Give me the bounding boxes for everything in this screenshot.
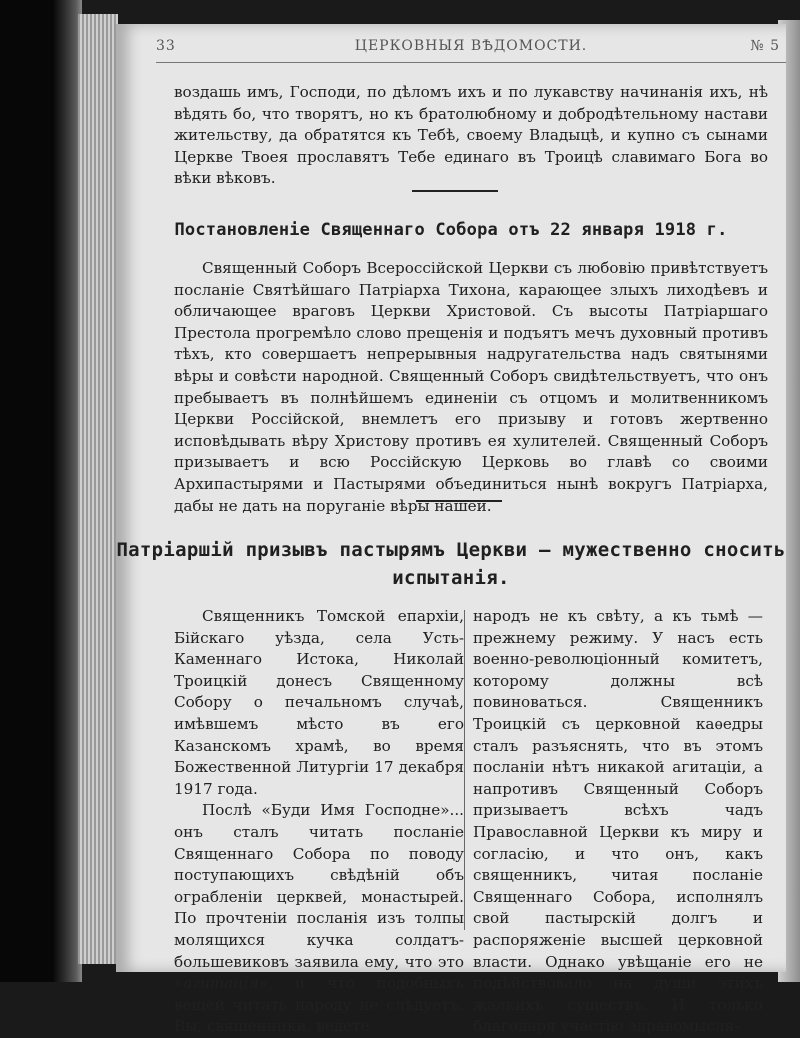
book-page xyxy=(116,24,786,1036)
article-paragraph-2 xyxy=(174,800,464,1038)
intro-paragraph xyxy=(174,82,768,190)
emphasis-agitation: «агитація» xyxy=(174,974,269,993)
paragraph-2-part-b: , и что подобныхъ вещей читать народу не слѣдуетъ. Вы, священники, ведете xyxy=(174,974,464,1036)
article-right-column xyxy=(473,606,763,1038)
article-heading xyxy=(116,536,786,592)
page-number: 33 xyxy=(156,38,176,54)
issue-number: № 5 xyxy=(750,38,780,54)
article-paragraph-continued: народъ не къ свѣту, а къ тьмѣ — прежнему режиму. У насъ есть военно-революціонный комитетъ, которому должны всѣ повиноваться. Священникъ Троицкій съ церковной каѳедры сталъ разъяснять, что въ этомъ посланіи нѣтъ никакой агитаціи, а напротивъ Священный Соборъ призываетъ всѣхъ чадъ Православной Церкви къ миру и согласію, и что онъ, какъ священникъ, читая посланіе Священнаго Собора, исполнялъ свой пастырскій долгъ и распоряженіе высшей церковной власти. Однако увѣщаніе его не подѣйствовало на души этихъ жалкихъ существъ. И только благодаря участію здравомысля- xyxy=(473,607,763,1036)
header-rule xyxy=(156,62,786,63)
article-heading-line-1: Патріаршій призывъ пастырямъ Церкви — мужественно сносить xyxy=(116,539,786,561)
running-head xyxy=(156,38,786,60)
article-heading-line-2: испытанія. xyxy=(392,567,510,589)
page-edges-stack xyxy=(78,14,118,964)
journal-title: ЦЕРКОВНЫЯ ВѢДОМОСТИ. xyxy=(354,38,588,54)
decree-body xyxy=(174,258,768,517)
section-divider xyxy=(416,500,502,502)
decree-text: Священный Соборъ Всероссійской Церкви съ любовію привѣтствуетъ посланіе Святѣйшаго Патріарха Тихона, карающее злыхъ лиходѣевъ и обличающее враговъ Церкви Христовой. Съ высоты Патріаршаго Престола прогремѣло слово прещенія и подъятъ мечъ духовный противъ тѣхъ, кто совершаетъ непрерывныя надругательства надъ святынями вѣры и совѣсти народной. Священный Соборъ свидѣтельствуетъ, что онъ пребываетъ въ полнѣйшемъ единеніи съ отцомъ и молитвенникомъ Церкви Россійской, внемлетъ его призыву и готовъ жертвенно исповѣдывать вѣру Христову противъ ея хулителей. Священный Соборъ призываетъ и всю Россійскую Церковь во главѣ со своими Архипастырями и Пастырями объединиться нынѣ вокругъ Патріарха, дабы не дать на поруганіе вѣры нашей. xyxy=(174,259,768,515)
article-paragraph-1: Священникъ Томской епархіи, Бійскаго уѣзда, села Усть-Каменнаго Истока, Николай Троицкій донесъ Священному Собору о печальномъ случаѣ, имѣвшемъ мѣсто въ его Казанскомъ храмѣ, во время Божественной Литургіи 17 декабря 1917 года. xyxy=(174,607,464,798)
column-rule xyxy=(464,610,465,930)
section-divider xyxy=(412,190,498,192)
decree-heading: Постановленіе Священнаго Собора отъ 22 января 1918 г. xyxy=(174,220,728,240)
article-left-column xyxy=(174,606,464,1038)
intro-text: воздашь имъ, Господи, по дѣломъ ихъ и по лукавству начинанія ихъ, нѣ вѣдять бо, что творятъ, но къ братолюбному и добродѣтельному настави жительству, да обратятся къ Тебѣ, своему Владыцѣ, и купно съ сынами Церкве Твоея прославятъ Тебе единаго въ Троицѣ славимаго Бога во вѣки вѣковъ. xyxy=(174,83,768,188)
paragraph-2-part-a: Послѣ «Буди Имя Господне»... онъ сталъ читать посланіе Священнаго Собора по поводу поступающихъ свѣдѣній объ ограбленіи церквей, монастырей. По прочтеніи посланія изъ толпы молящихся кучка солдатъ-большевиковъ заявила ему, что это xyxy=(174,801,464,971)
